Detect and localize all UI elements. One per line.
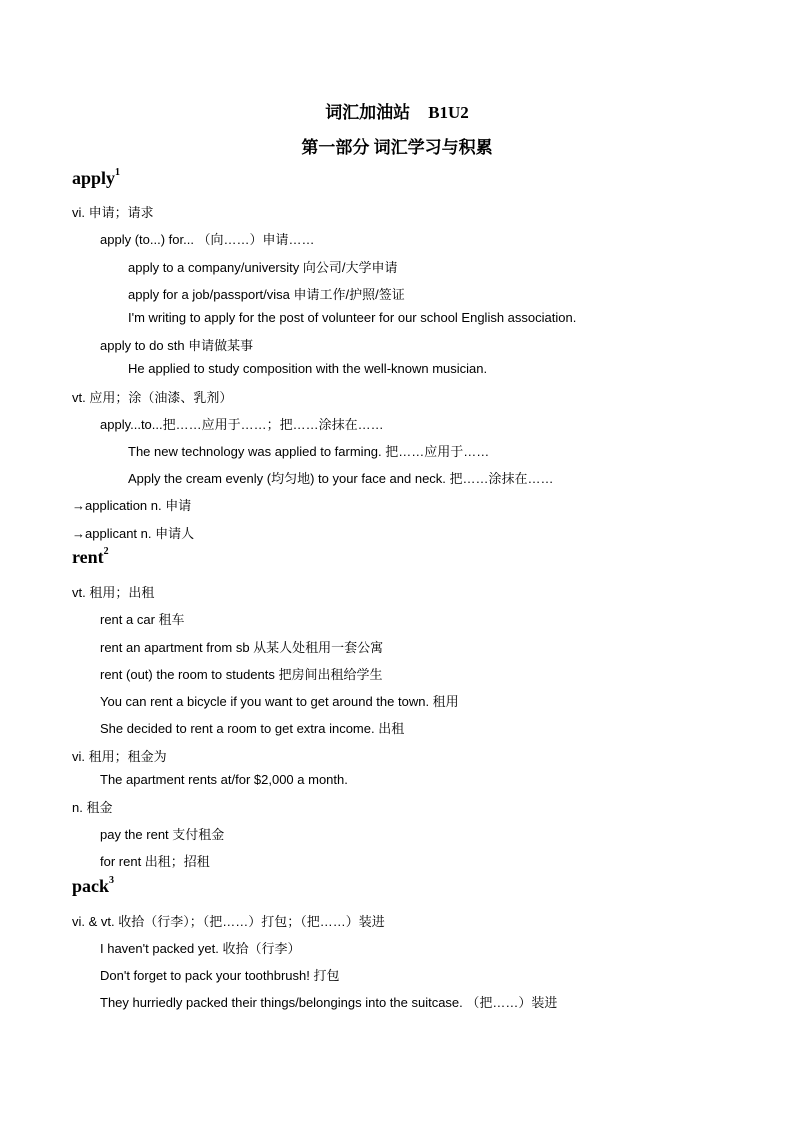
entry-line: They hurriedly packed their things/belongings into the suitcase. （把……）装进 [100,995,558,1010]
entry-line: Apply the cream evenly (均匀地) to your face and neck. 把……涂抹在…… [128,471,554,486]
entry-line: I'm writing to apply for the post of volunteer for our school English association. [128,310,577,325]
entry-line: n. 租金 [72,800,113,815]
entry-line: He applied to study composition with the well-known musician. [128,361,488,376]
title-code: B1U2 [428,103,469,122]
entry-line: vt. 租用；出租 [72,585,155,600]
headword-apply: apply$^1$ [72,167,121,188]
entry-line: rent (out) the room to students 把房间出租给学生 [100,667,383,682]
entry-line: The apartment rents at/for $2,000 a month. [100,772,348,787]
entry-line: apply...to...把……应用于……；把……涂抹在…… [100,417,384,432]
entry-line: →application n. 申请 [72,498,192,513]
entry-line: apply (to...) for... （向……）申请…… [100,232,315,247]
entry-line: You can rent a bicycle if you want to get around the town. 租用 [100,694,459,709]
headword-rent: rent$^2$ [72,546,109,567]
entry-line: →applicant n. 申请人 [72,526,195,541]
title-main: 词汇加油站 [325,103,411,122]
page-title [0,98,794,123]
entry-line: pay the rent 支付租金 [100,827,225,842]
headword-pack: pack$^3$ [72,875,115,896]
entry-line: apply to do sth 申请做某事 [100,338,254,353]
page-subtitle: 第一部分 词汇学习与积累 [301,138,493,157]
entry-line: vi. & vt. 收拾（行李）；（把……）打包；（把……）装进 [72,914,385,929]
entry-line: rent a car 租车 [100,612,185,627]
entry-line: rent an apartment from sb 从某人处租用一套公寓 [100,640,384,655]
entry-line: apply for a job/passport/visa 申请工作/护照/签证 [128,287,405,302]
entry-line: vt. 应用；涂（油漆、乳剂） [72,390,233,405]
entry-line: Don't forget to pack your toothbrush! 打包 [100,968,340,983]
entry-line: apply to a company/university 向公司/大学申请 [128,260,398,275]
entry-line: for rent 出租；招租 [100,854,210,869]
entry-line: The new technology was applied to farming. 把……应用于…… [128,444,490,459]
entry-line: vi. 申请；请求 [72,205,154,220]
entry-line: vi. 租用；租金为 [72,749,167,764]
entry-line: I haven't packed yet. 收拾（行李） [100,941,301,956]
entry-line: She decided to rent a room to get extra income. 出租 [100,721,405,736]
